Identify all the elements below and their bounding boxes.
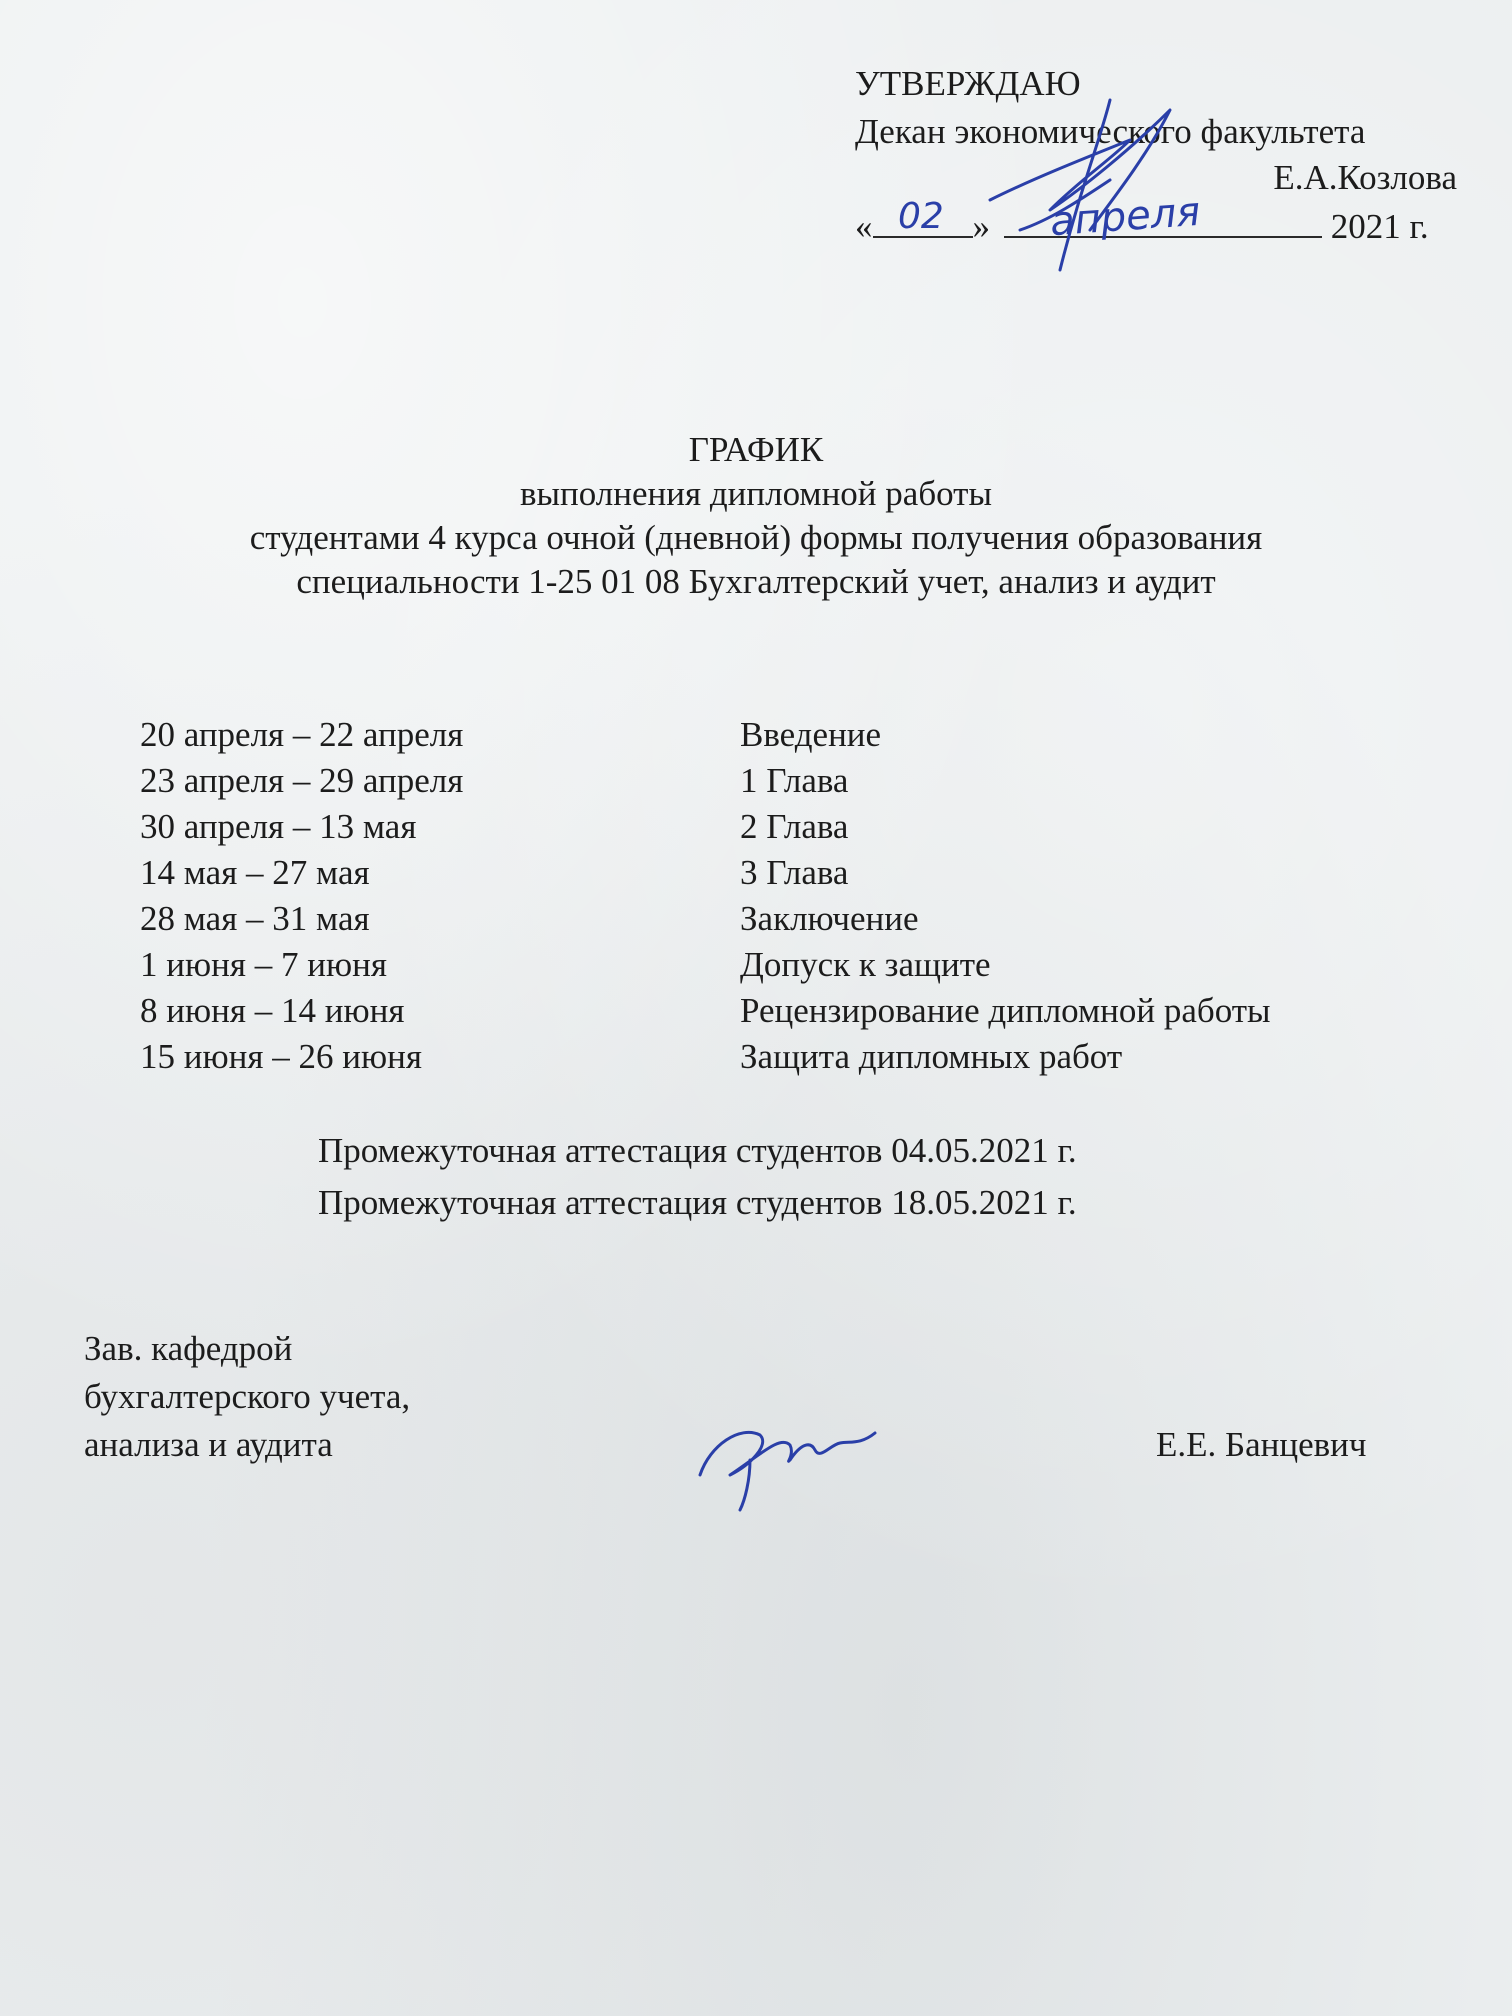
schedule-row [140, 712, 1420, 758]
schedule-row [140, 942, 1420, 988]
heading-line-1: выполнения дипломной работы [520, 474, 992, 513]
schedule-period: 23 апреля – 29 апреля [140, 761, 464, 800]
schedule-row [140, 896, 1420, 942]
approval-title: УТВЕРЖДАЮ [855, 64, 1081, 103]
schedule-period: 20 апреля – 22 апреля [140, 715, 464, 754]
signatory-line-3: анализа и аудита [84, 1425, 333, 1464]
approval-position: Декан экономического факультета [855, 112, 1366, 151]
schedule-stage: 2 Глава [740, 807, 849, 846]
dean-signature [960, 80, 1220, 280]
schedule-row [140, 850, 1420, 896]
schedule-period: 28 мая – 31 мая [140, 899, 370, 938]
attestation-1: Промежуточная аттестация студентов 04.05.2021 г. [318, 1131, 1077, 1170]
approval-year: 2021 г. [1330, 207, 1429, 246]
signatory-line-2: бухгалтерского учета, [84, 1377, 411, 1416]
schedule-row [140, 988, 1420, 1034]
document-heading [0, 428, 1512, 604]
signatory-position [84, 1325, 410, 1469]
schedule-period: 1 июня – 7 июня [140, 945, 387, 984]
schedule-row [140, 804, 1420, 850]
schedule-row [140, 758, 1420, 804]
schedule-stage: 3 Глава [740, 853, 849, 892]
schedule-period: 15 июня – 26 июня [140, 1037, 422, 1076]
schedule-period: 8 июня – 14 июня [140, 991, 405, 1030]
schedule-stage: Заключение [740, 899, 919, 938]
schedule-stage: 1 Глава [740, 761, 849, 800]
schedule-period: 14 мая – 27 мая [140, 853, 370, 892]
heading-line-2: студентами 4 курса очной (дневной) формы получения образования [249, 518, 1263, 557]
schedule-period: 30 апреля – 13 мая [140, 807, 417, 846]
schedule-row [140, 1034, 1420, 1080]
schedule-stage: Допуск к защите [740, 945, 991, 984]
head-signature [690, 1405, 890, 1515]
signatory-line-1: Зав. кафедрой [84, 1329, 293, 1368]
handwritten-day: 02 [898, 196, 944, 237]
signatory-name: Е.Е. Банцевич [1156, 1425, 1367, 1464]
approval-name: Е.А.Козлова [1273, 158, 1457, 197]
handwritten-month: апреля [1048, 188, 1202, 246]
attestation-2: Промежуточная аттестация студентов 18.05.2021 г. [318, 1183, 1077, 1222]
heading-line-3: специальности 1-25 01 08 Бухгалтерский учет, анализ и аудит [296, 562, 1216, 601]
close-quote: » [972, 207, 990, 246]
schedule-stage: Введение [740, 715, 882, 754]
document-title: ГРАФИК [688, 430, 824, 469]
open-quote: « [855, 207, 873, 246]
schedule-list [140, 712, 1420, 1080]
schedule-stage: Рецензирование дипломной работы [740, 991, 1271, 1030]
schedule-stage: Защита дипломных работ [740, 1037, 1123, 1076]
